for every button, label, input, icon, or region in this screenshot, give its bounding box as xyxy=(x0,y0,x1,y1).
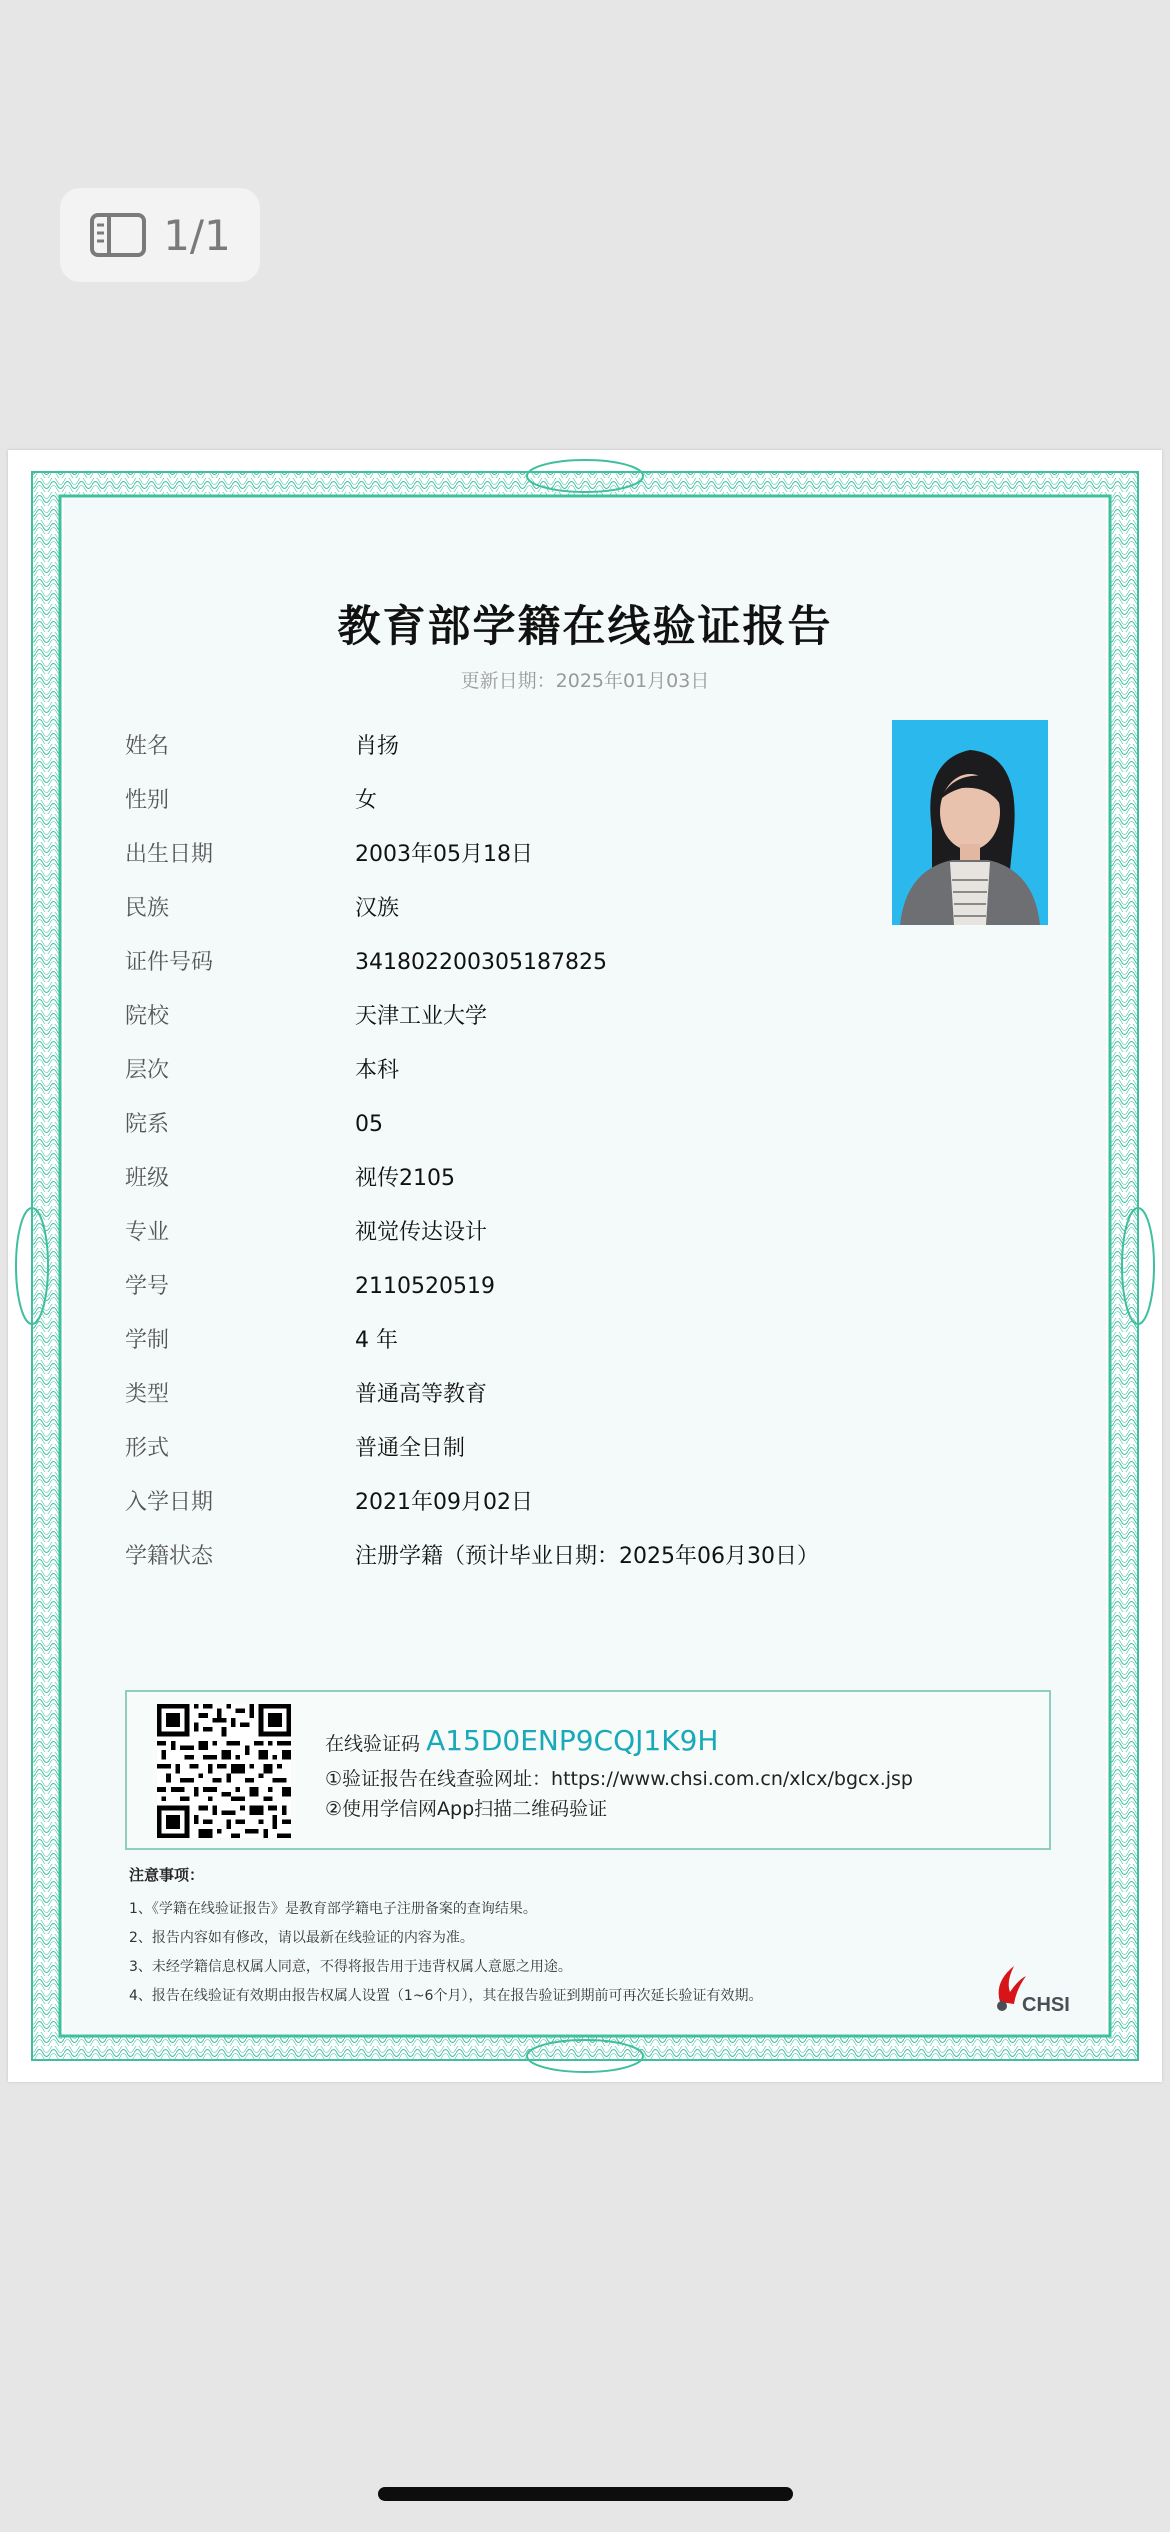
field-value: 肖扬 xyxy=(355,734,400,759)
field-label: 形式 xyxy=(125,1436,170,1461)
verification-box xyxy=(125,1690,1051,1850)
field-value: 汉族 xyxy=(355,896,400,921)
field-value: 本科 xyxy=(355,1058,400,1083)
field-row-ethnicity xyxy=(125,882,1025,936)
verification-code-label: 在线验证码 xyxy=(325,1733,421,1755)
field-row-status xyxy=(125,1530,1025,1584)
chsi-logo xyxy=(988,1962,1078,2016)
field-value: 4 年 xyxy=(355,1328,398,1353)
field-value: 天津工业大学 xyxy=(355,1004,488,1029)
update-date: 更新日期：2025年01月03日 xyxy=(460,670,710,692)
field-row-birthdate xyxy=(125,828,1025,882)
field-value: 2003年05月18日 xyxy=(355,842,533,867)
field-row-major xyxy=(125,1206,1025,1260)
field-row-duration xyxy=(125,1314,1025,1368)
field-label: 证件号码 xyxy=(125,950,214,975)
field-value: 341802200305187825 xyxy=(355,950,607,975)
field-label: 专业 xyxy=(125,1220,170,1245)
page-counter[interactable] xyxy=(60,188,260,282)
verification-app-line: ②使用学信网App扫描二维码验证 xyxy=(325,1798,608,1820)
verification-code-line xyxy=(325,1724,718,1757)
chsi-logo-text: CHSI xyxy=(1022,1994,1070,2016)
sidebar-pages-icon xyxy=(89,212,147,258)
field-row-level xyxy=(125,1044,1025,1098)
field-label: 学制 xyxy=(125,1328,170,1353)
field-value: 普通高等教育 xyxy=(355,1382,488,1407)
qr-code[interactable] xyxy=(157,1704,291,1838)
field-row-class xyxy=(125,1152,1025,1206)
notes-title: 注意事项： xyxy=(129,1866,205,1884)
field-row-department xyxy=(125,1098,1025,1152)
field-label: 出生日期 xyxy=(125,842,214,867)
note-item: 4、报告在线验证有效期由报告权属人设置（1~6个月），其在报告验证到期前可再次延长验证有效期。 xyxy=(129,1988,763,2004)
report-body xyxy=(64,498,1106,2034)
field-row-form xyxy=(125,1422,1025,1476)
field-label: 院校 xyxy=(125,1004,170,1029)
field-label: 院系 xyxy=(125,1112,170,1137)
field-value: 视传2105 xyxy=(355,1166,455,1191)
field-label: 类型 xyxy=(125,1382,170,1407)
field-label: 学号 xyxy=(125,1274,170,1299)
field-row-name xyxy=(125,720,1025,774)
field-label: 层次 xyxy=(125,1058,170,1083)
notes-section xyxy=(129,1864,1029,2011)
field-row-type xyxy=(125,1368,1025,1422)
document-page xyxy=(8,450,1162,2082)
field-label: 入学日期 xyxy=(125,1490,214,1515)
field-row-school xyxy=(125,990,1025,1044)
field-row-id-number xyxy=(125,936,1025,990)
field-label: 姓名 xyxy=(125,734,170,759)
field-value: 05 xyxy=(355,1112,383,1137)
note-item: 2、报告内容如有修改，请以最新在线验证的内容为准。 xyxy=(129,1930,474,1946)
verification-code: A15D0ENP9CQJ1K9H xyxy=(426,1724,719,1757)
field-value: 女 xyxy=(355,788,378,813)
field-label: 学籍状态 xyxy=(125,1544,214,1569)
student-photo xyxy=(892,720,1048,925)
field-label: 民族 xyxy=(125,896,170,921)
field-value: 2021年09月02日 xyxy=(355,1490,533,1515)
note-item: 1、《学籍在线验证报告》是教育部学籍电子注册备案的查询结果。 xyxy=(129,1901,537,1917)
field-row-gender xyxy=(125,774,1025,828)
field-label: 班级 xyxy=(125,1166,170,1191)
field-value: 注册学籍（预计毕业日期：2025年06月30日） xyxy=(355,1544,819,1569)
field-value: 2110520519 xyxy=(355,1274,495,1299)
note-item: 3、未经学籍信息权属人同意，不得将报告用于违背权属人意愿之用途。 xyxy=(129,1959,572,1975)
home-indicator[interactable] xyxy=(378,2487,793,2501)
report-title: 教育部学籍在线验证报告 xyxy=(337,602,833,652)
page-counter-text: 1/1 xyxy=(163,210,231,260)
field-value: 普通全日制 xyxy=(355,1436,466,1461)
verification-url-line[interactable]: ①验证报告在线查验网址：https://www.chsi.com.cn/xlcx/bgcx.jsp xyxy=(325,1768,913,1790)
field-row-student-id xyxy=(125,1260,1025,1314)
field-value: 视觉传达设计 xyxy=(355,1220,488,1245)
field-row-enrollment-date xyxy=(125,1476,1025,1530)
field-label: 性别 xyxy=(125,788,170,813)
